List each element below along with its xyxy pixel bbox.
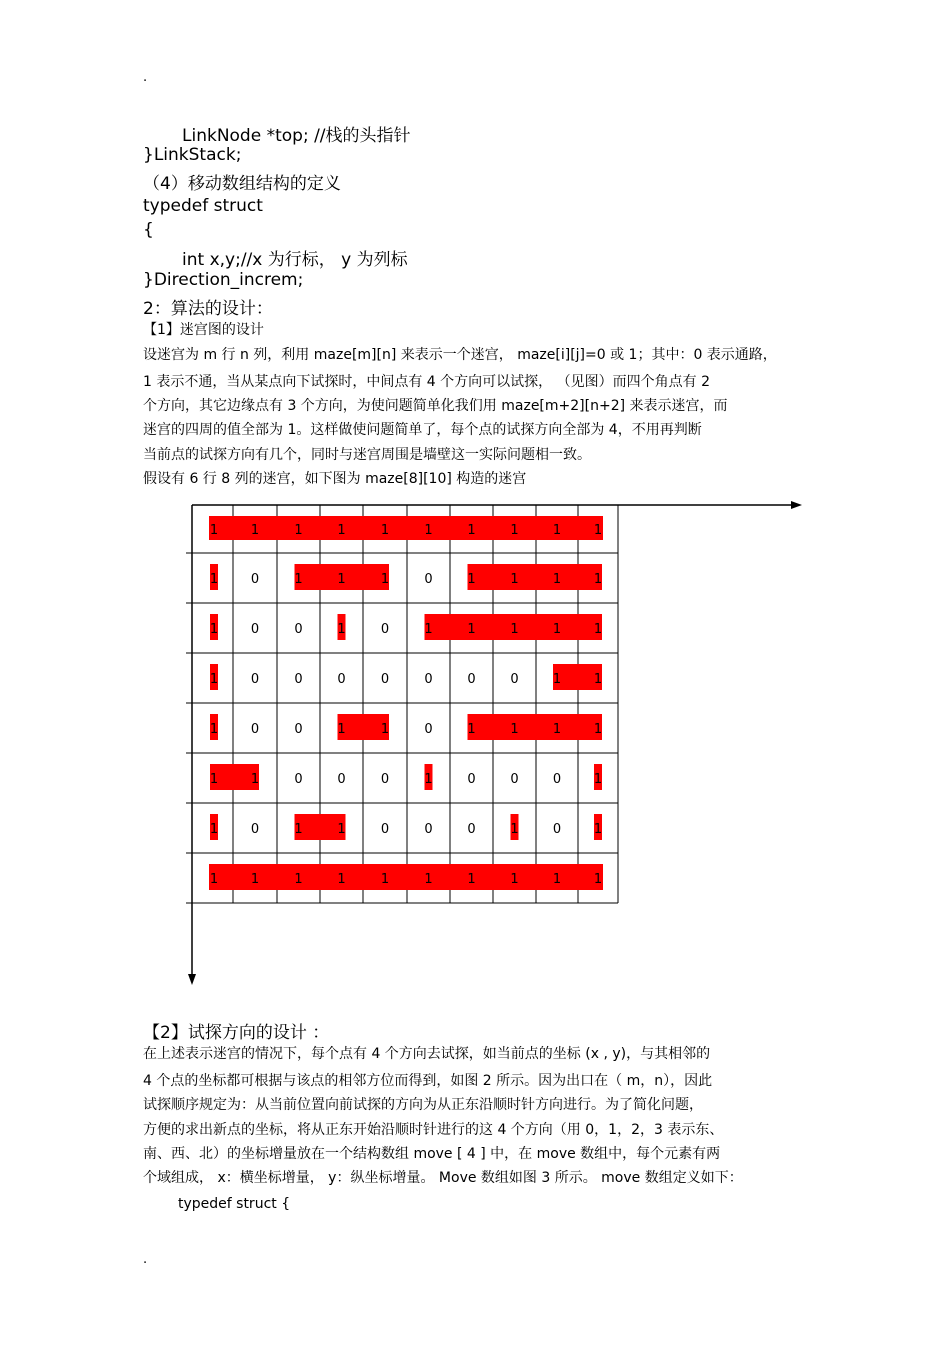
maze-cell-value: 1 <box>552 572 562 587</box>
maze-cell-value: 1 <box>250 772 260 787</box>
maze-cell-value: 1 <box>467 572 476 587</box>
maze-cell-value: 1 <box>209 722 219 737</box>
maze-cell-value: 1 <box>552 722 562 737</box>
maze-cell-value: 1 <box>250 872 260 887</box>
maze-cell-value: 1 <box>209 872 219 887</box>
section-heading-algorithm: 2：算法的设计： <box>143 299 273 319</box>
part1-paragraph-line: 假设有 6 行 8 列的迷宫，如下图为 maze[8][10] 构造的迷宫 <box>143 471 527 487</box>
maze-cell-value: 0 <box>424 822 433 837</box>
maze-cell-value: 0 <box>337 672 346 687</box>
maze-cell-value: 1 <box>209 523 219 538</box>
maze-cell-value: 1 <box>337 622 346 637</box>
maze-cell-value: 0 <box>250 722 260 737</box>
maze-cell-value: 1 <box>380 523 390 538</box>
maze-cell-value: 1 <box>209 572 219 587</box>
page-dot-bottom: . <box>143 1252 148 1267</box>
maze-cell-value: 0 <box>424 722 433 737</box>
maze-cell-value: 1 <box>380 722 390 737</box>
maze-cell-value: 1 <box>337 872 346 887</box>
maze-cell-value: 1 <box>424 622 433 637</box>
maze-cell-value: 0 <box>250 672 260 687</box>
part1-paragraph-line: 1 表示不通，当从某点向下试探时，中间点有 4 个方向可以试探， （见图）而四个角点有 2 <box>143 374 710 390</box>
maze-cell-value: 1 <box>552 622 562 637</box>
maze-cell-value: 1 <box>593 872 603 887</box>
maze-cell-value: 1 <box>510 622 519 637</box>
part1-paragraph-line: 个方向，其它边缘点有 3 个方向，为使问题简单化我们用 maze[m+2][n+2] 来表示迷宫，而 <box>143 398 728 414</box>
maze-cell-value: 1 <box>593 622 603 637</box>
maze-cell-value: 1 <box>424 872 433 887</box>
maze-cell-value: 1 <box>467 523 476 538</box>
maze-cell-value: 1 <box>337 722 346 737</box>
part1-heading: 【1】迷宫图的设计 <box>143 322 264 338</box>
maze-cell-value: 0 <box>467 672 476 687</box>
maze-cell-value: 0 <box>510 772 519 787</box>
maze-cell-value: 1 <box>593 722 603 737</box>
maze-cell-value: 1 <box>593 572 603 587</box>
maze-cell-value: 1 <box>510 523 519 538</box>
maze-cell-value: 1 <box>380 572 390 587</box>
maze-cell-value: 0 <box>250 572 260 587</box>
maze-cell-value: 0 <box>424 572 433 587</box>
maze-cell-value: 1 <box>294 822 303 837</box>
maze-cell-value: 1 <box>294 523 303 538</box>
maze-cell-value: 1 <box>593 672 603 687</box>
maze-cell-value: 0 <box>510 672 519 687</box>
maze-cell-value: 0 <box>294 722 303 737</box>
maze-wall-block <box>468 564 603 590</box>
maze-cell-value: 0 <box>294 672 303 687</box>
maze-cell-value: 1 <box>337 572 346 587</box>
x-axis-arrow-icon <box>791 501 802 509</box>
maze-wall-block <box>468 714 603 740</box>
part1-paragraph-line: 设迷宫为 m 行 n 列，利用 maze[m][n] 来表示一个迷宫， maze[i][j]=0 或 1；其中：0 表示通路， <box>143 347 777 363</box>
part1-paragraph-line: 当前点的试探方向有几个，同时与迷宫周围是墙壁这一实际问题相一致。 <box>143 447 591 463</box>
part2-heading: 【2】试探方向的设计 ： <box>143 1023 330 1043</box>
maze-cell-value: 1 <box>337 523 346 538</box>
maze-cell-value: 1 <box>552 672 562 687</box>
maze-cell-value: 1 <box>294 572 303 587</box>
code-linknode-top: LinkNode *top; //栈的头指针 <box>182 126 411 146</box>
maze-cell-value: 1 <box>593 523 603 538</box>
maze-cell-value: 1 <box>467 722 476 737</box>
maze-cell-value: 1 <box>250 523 260 538</box>
maze-cell-value: 0 <box>294 772 303 787</box>
part2-paragraph-line: 试探顺序规定为：从当前位置向前试探的方向为从正东沿顺时针方向进行。为了简化问题， <box>143 1097 703 1113</box>
maze-cell-value: 1 <box>552 523 562 538</box>
maze-cell-value: 1 <box>593 772 603 787</box>
maze-cell-value: 0 <box>294 622 303 637</box>
code-linkstack-close: }LinkStack; <box>143 145 242 165</box>
maze-cell-value: 1 <box>380 872 390 887</box>
maze-wall-block <box>209 864 603 890</box>
maze-cell-value: 1 <box>510 822 519 837</box>
maze-cell-value: 0 <box>552 822 562 837</box>
maze-wall-block <box>209 516 603 540</box>
maze-cell-value: 0 <box>250 822 260 837</box>
code-typedef-struct-move: typedef struct { <box>178 1196 291 1212</box>
maze-cell-value: 1 <box>510 722 519 737</box>
maze-cell-value: 0 <box>380 622 390 637</box>
code-typedef-struct: typedef struct <box>143 196 263 216</box>
maze-cell-value: 0 <box>424 672 433 687</box>
maze-cell-value: 1 <box>424 772 433 787</box>
maze-cell-value: 1 <box>209 822 219 837</box>
maze-cell-value: 1 <box>467 872 476 887</box>
maze-cell-value: 1 <box>209 772 219 787</box>
maze-cell-value: 1 <box>467 622 476 637</box>
maze-cell-value: 1 <box>593 822 603 837</box>
page-dot-top: . <box>143 70 148 85</box>
maze-cell-value: 1 <box>294 872 303 887</box>
maze-cell-value: 0 <box>467 822 476 837</box>
maze-cell-value: 0 <box>380 822 390 837</box>
maze-cell-value: 0 <box>467 772 476 787</box>
part2-paragraph-line: 个域组成， x：横坐标增量， y：纵坐标增量。 Move 数组如图 3 所示。 move 数组定义如下： <box>143 1170 743 1186</box>
part2-paragraph-line: 南、西、北）的坐标增量放在一个结构数组 move [ 4 ] 中，在 move 数组中，每个元素有两 <box>143 1146 721 1162</box>
maze-cell-value: 1 <box>510 572 519 587</box>
maze-cell-value: 1 <box>337 822 346 837</box>
maze-cell-value: 1 <box>209 672 219 687</box>
part2-paragraph-line: 4 个点的坐标都可根据与该点的相邻方位而得到，如图 2 所示。因为出口在（ m，n），因此 <box>143 1073 713 1089</box>
code-int-xy: int x,y;//x 为行标， y 为列标 <box>182 250 408 270</box>
maze-cell-value: 1 <box>209 622 219 637</box>
part1-paragraph-line: 迷宫的四周的值全部为 1。这样做使问题简单了，每个点的试探方向全部为 4，不用再判断 <box>143 422 702 438</box>
maze-cell-value: 0 <box>380 772 390 787</box>
section-heading-move-array: （4）移动数组结构的定义 <box>143 174 341 194</box>
maze-cell-value: 1 <box>424 523 433 538</box>
part2-paragraph-line: 在上述表示迷宫的情况下，每个点有 4 个方向去试探，如当前点的坐标 (x , y)，与其相邻的 <box>143 1046 711 1062</box>
maze-cell-value: 0 <box>337 772 346 787</box>
y-axis-arrow-icon <box>188 974 196 985</box>
part2-paragraph-line: 方便的求出新点的坐标，将从正东开始沿顺时针进行的这 4 个方向（用 0，1，2，3 表示东、 <box>143 1122 724 1138</box>
maze-cell-value: 0 <box>380 672 390 687</box>
maze-cell-value: 0 <box>552 772 562 787</box>
maze-cell-value: 1 <box>552 872 562 887</box>
maze-cell-value: 1 <box>510 872 519 887</box>
maze-cell-value: 0 <box>250 622 260 637</box>
code-open-brace: { <box>143 220 154 240</box>
code-direction-increm: }Direction_increm; <box>143 270 304 290</box>
